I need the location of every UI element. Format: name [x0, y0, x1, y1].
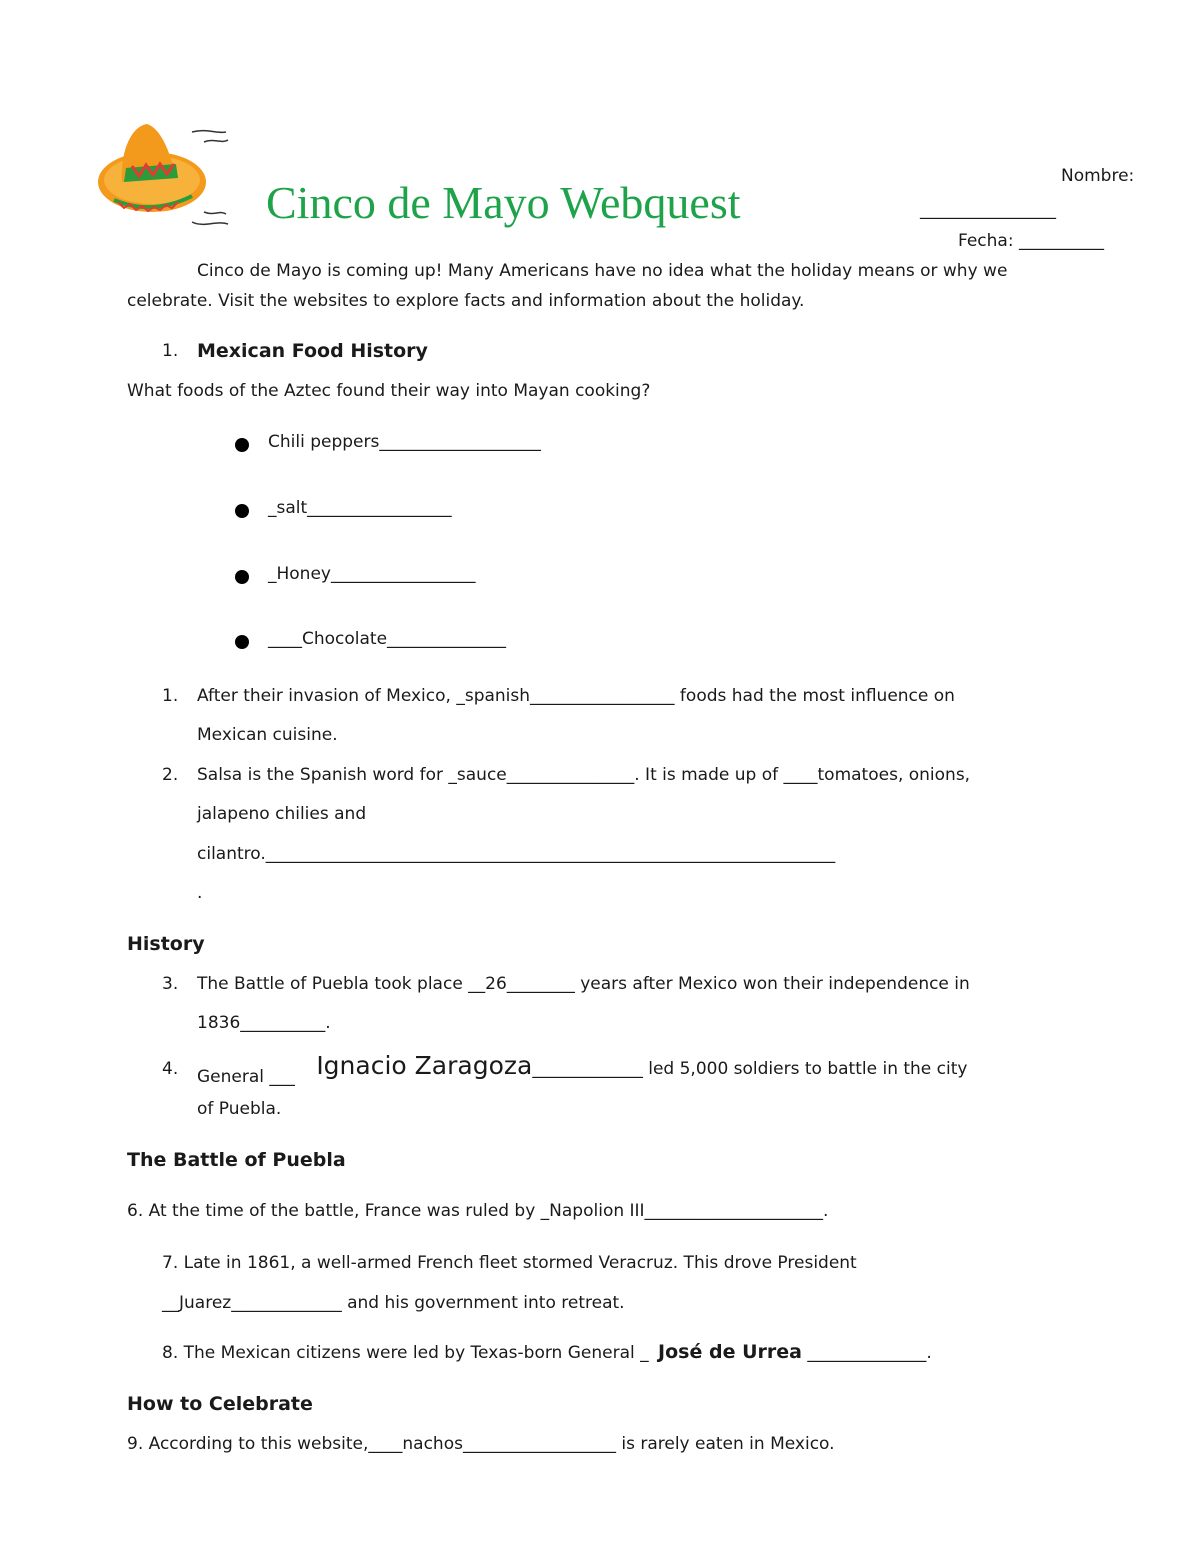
general-question-line-2: of Puebla.: [197, 1099, 282, 1119]
salsa-question-line-1[interactable]: Salsa is the Spanish word for _sauce_______________. It is made up of ____tomatoes, onions,: [197, 765, 971, 785]
citizens-general-question[interactable]: [162, 1341, 932, 1363]
intro-line-2: celebrate. Visit the websites to explore facts and information about the holiday.: [127, 291, 805, 311]
puebla-years-question-line-1[interactable]: The Battle of Puebla took place __26________ years after Mexico won their independence in: [197, 974, 970, 994]
intro-line-1: Cinco de Mayo is coming up! Many Americans have no idea what the holiday means or why we: [197, 261, 1008, 281]
veracruz-question-line-1: 7. Late in 1861, a well-armed French fleet stormed Veracruz. This drove President: [162, 1253, 857, 1273]
bullet-icon: [235, 570, 249, 584]
citizens-question-suffix: ______________.: [807, 1343, 932, 1363]
celebrate-heading: How to Celebrate: [127, 1393, 313, 1415]
invasion-question-line-2: Mexican cuisine.: [197, 725, 338, 745]
history-heading: History: [127, 933, 205, 955]
france-ruler-question[interactable]: 6. At the time of the battle, France was ruled by _Napolion III_____________________.: [127, 1201, 829, 1221]
bullet-icon: [235, 504, 249, 518]
bullet-answer-1[interactable]: Chili peppers___________________: [268, 432, 541, 452]
citizens-question-prefix: 8. The Mexican citizens were led by Texas-born General _: [162, 1343, 649, 1363]
section-1-number: 1.: [162, 341, 179, 361]
puebla-years-question-line-2[interactable]: 1836__________.: [197, 1013, 331, 1033]
fecha-field[interactable]: Fecha: __________: [958, 231, 1104, 251]
bullet-answer-3[interactable]: _Honey_________________: [268, 564, 476, 584]
nombre-field[interactable]: ________________: [920, 200, 1056, 220]
citizens-general-answer: José de Urrea: [658, 1341, 802, 1363]
general-question-line-1[interactable]: [197, 1051, 968, 1087]
section-1-heading: Mexican Food History: [197, 340, 428, 362]
battle-heading: The Battle of Puebla: [127, 1149, 346, 1171]
question-number: 1.: [162, 686, 179, 706]
invasion-question-line-1[interactable]: After their invasion of Mexico, _spanish_________________ foods had the most influence on: [197, 686, 955, 706]
general-answer: Ignacio Zaragoza: [316, 1051, 533, 1080]
page-title: Cinco de Mayo Webquest: [266, 177, 741, 228]
sombrero-image: [92, 120, 232, 230]
bullet-icon: [235, 438, 249, 452]
general-question-suffix: _____________ led 5,000 soldiers to battle in the city: [532, 1059, 968, 1079]
aztec-question: What foods of the Aztec found their way into Mayan cooking?: [127, 381, 651, 401]
question-number: 4.: [162, 1059, 179, 1079]
question-number: 2.: [162, 765, 179, 785]
salsa-question-line-4: .: [197, 883, 203, 903]
nombre-label: Nombre:: [1061, 166, 1135, 186]
veracruz-question-line-2[interactable]: __Juarez_____________ and his government into retreat.: [162, 1293, 625, 1313]
bullet-answer-2[interactable]: _salt_________________: [268, 498, 452, 518]
salsa-question-line-3[interactable]: cilantro.___________________________________________________________________: [197, 844, 836, 864]
bullet-icon: [235, 635, 249, 649]
salsa-question-line-2: jalapeno chilies and: [197, 804, 367, 824]
general-question-prefix: General ___: [197, 1067, 295, 1087]
bullet-answer-4[interactable]: ____Chocolate______________: [268, 629, 507, 649]
question-number: 3.: [162, 974, 179, 994]
nachos-question[interactable]: 9. According to this website,____nachos__________________ is rarely eaten in Mexico.: [127, 1434, 835, 1454]
